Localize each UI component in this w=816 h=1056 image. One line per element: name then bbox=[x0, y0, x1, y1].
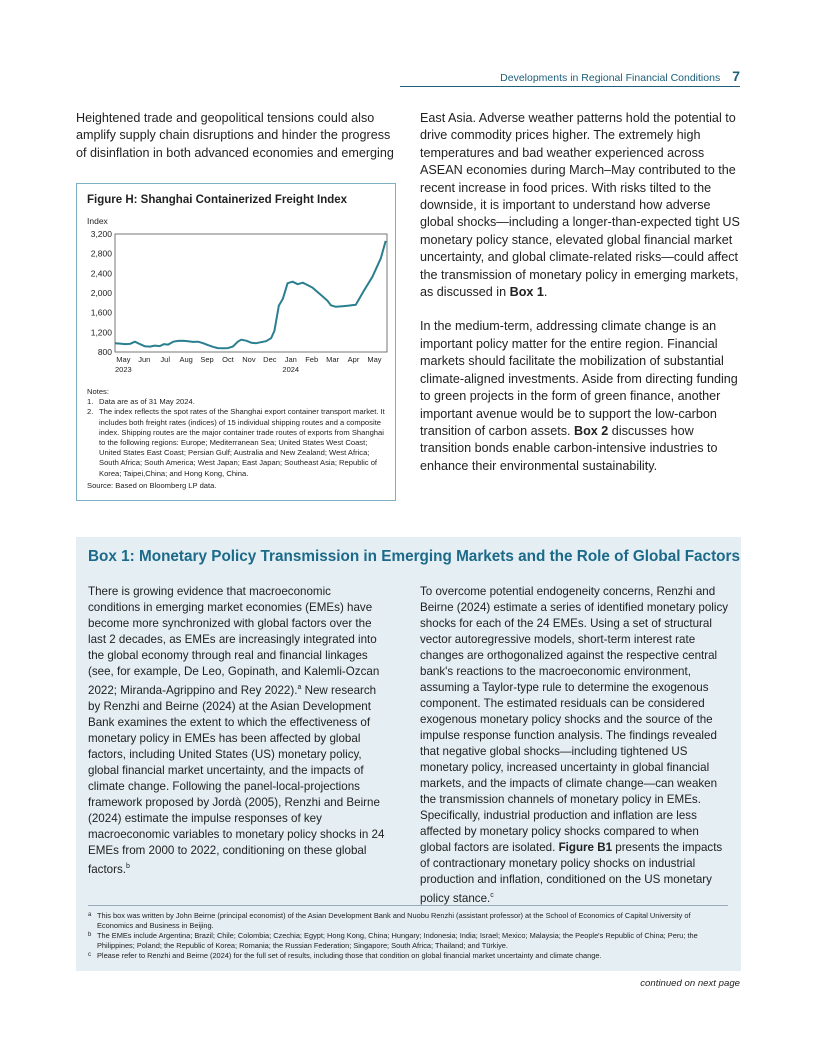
x-tick-label: Mar bbox=[326, 355, 340, 364]
box-1-link[interactable]: Box 1 bbox=[509, 285, 544, 300]
footnote bbox=[88, 951, 728, 961]
figure-source: Source: Based on Bloomberg LP data. bbox=[87, 480, 217, 490]
y-tick-label: 2,000 bbox=[90, 288, 112, 298]
figure-title: Figure H: Shanghai Containerized Freight Index bbox=[87, 194, 348, 206]
text: East Asia. Adverse weather patterns hold the potential to drive commodity prices higher. The extremely high temperatures and bad weather experienced across ASEAN economies during March–May contributed to the recent increase in food prices. With risks tilted to the downside, it is important to understand how adverse global shocks—including a longer-than-expected tight US monetary policy stance, elevated global financial market uncertainty, and global climate-related risks—could affect the transmission of monetary policy in emerging markets, as discussed in bbox=[420, 111, 740, 300]
footnote-ref[interactable]: a bbox=[297, 684, 302, 691]
x-tick-label: Oct bbox=[222, 355, 234, 364]
footnote-text: This box was written by John Beirne (principal economist) of the Asian Development Bank and Nuobu Renzhi (assistant professor) at the School of Economics of Capital University of Economics and Business in Beijing. bbox=[97, 911, 691, 930]
footnote-ref[interactable]: c bbox=[490, 892, 494, 899]
footnote bbox=[88, 931, 728, 950]
header-rule bbox=[400, 86, 740, 87]
paragraph bbox=[420, 318, 742, 475]
figure-notes bbox=[87, 387, 389, 491]
note-number: 2. bbox=[87, 407, 94, 417]
note bbox=[87, 397, 389, 407]
box-2-link[interactable]: Box 2 bbox=[574, 423, 609, 438]
text: presents the impacts of contractionary monetary policy shocks on industrial production and inflation, conditioned on the US monetary policy stance. bbox=[420, 841, 723, 905]
note-text: The index reflects the spot rates of the Shanghai export container transport market. It includes both freight rates (indices) of 15 individual shipping routes and a composite index. Shipping routes are the major container trade routes of exports from Shanghai to the following regions: Europe; Mediterranean Sea; United States West Coast; United States East Coast; Persian Gulf; Australia and New Zealand; West Africa; South Africa; South America; West Japan; East Japan; Southeast Asia; Republic of Korea; Taipei,China; and Hong Kong, China. bbox=[99, 407, 385, 478]
x-tick-label: Jan bbox=[284, 355, 297, 364]
text: In the medium-term, addressing climate change is an important policy matter for the entire region. Financial markets should facilitate the mobilization of substantial climate-aligned investments. Aside from directing funding to green projects in the form of green finance, another important avenue would be to support the low-carbon transition of carbon assets. bbox=[420, 319, 738, 438]
freight-index-chart bbox=[77, 184, 397, 384]
x-tick-year: 2024 bbox=[282, 365, 300, 374]
x-tick-label: Sep bbox=[200, 355, 214, 364]
y-tick-label: 800 bbox=[97, 347, 112, 357]
text: discusses how transition bonds enable carbon-intensive industries to enhance their environmental sustainability. bbox=[420, 423, 718, 473]
footnote-mark: a bbox=[88, 912, 92, 918]
x-tick-label: Apr bbox=[347, 355, 360, 364]
footnote-mark: c bbox=[88, 952, 91, 959]
note-number: 1. bbox=[87, 397, 94, 407]
continued-note: continued on next page bbox=[640, 978, 740, 989]
y-tick-label: 2,400 bbox=[90, 268, 112, 279]
note-text: Data are as of 31 May 2024. bbox=[99, 397, 195, 407]
box-left-column bbox=[88, 584, 386, 878]
footnote-text: Please refer to Renzhi and Beirne (2024) for the full set of results, including those that condition on global financial market uncertainty and climate change. bbox=[97, 951, 602, 961]
series-line bbox=[115, 241, 386, 348]
notes-label: Notes: bbox=[87, 387, 109, 396]
note bbox=[87, 407, 389, 478]
box-1 bbox=[76, 537, 741, 971]
text: There is growing evidence that macroeconomic conditions in emerging market economies (EMEs) have become more synchronized with global factors over the last 2 decades, as EMEs are increasingly integrated into the global economy through real and financial linkages (see, for example, De Leo, Gopinath, and Kalemli-Ozcan 2022; Miranda-Agrippino and Rey 2022). bbox=[88, 585, 380, 697]
x-tick-year: 2023 bbox=[115, 365, 132, 374]
page-number: 7 bbox=[732, 68, 740, 84]
footnote-mark: b bbox=[88, 932, 92, 939]
x-tick-label: Aug bbox=[179, 355, 193, 364]
right-column bbox=[420, 110, 742, 475]
running-header bbox=[420, 68, 740, 84]
figure-b1-link[interactable]: Figure B1 bbox=[558, 841, 613, 854]
text: New research by Renzhi and Beirne (2024) at the Asian Development Bank examines the extent to which the effectiveness of monetary policy in EMEs has been affected by global factors, including United States (US) monetary policy, global financial market uncertainty, and the impacts of climate change. Following the panel-local-projections framework proposed by Jordà (2005), Renzhi and Beirne (2024) estimate the impulse responses of key macroeconomic variables to monetary policy shocks in 24 EMEs from 2000 to 2022, conditioning on these global factors. bbox=[88, 683, 385, 876]
box-right-column bbox=[420, 584, 730, 907]
header-title: Developments in Regional Financial Conditions bbox=[500, 72, 721, 84]
x-tick-label: Jun bbox=[138, 355, 151, 364]
y-tick-label: 2,800 bbox=[90, 248, 112, 259]
text: . bbox=[543, 285, 548, 300]
y-axis-label: Index bbox=[87, 216, 108, 226]
footnote-ref[interactable]: b bbox=[126, 862, 130, 870]
x-tick-label: Dec bbox=[263, 355, 277, 364]
y-tick-label: 1,200 bbox=[90, 327, 112, 338]
text: To overcome potential endogeneity concerns, Renzhi and Beirne (2024) estimate a series of identified monetary policy shocks for each of the 24 EMEs. Using a set of structural vector autoregressive models, short-term interest rate changes are orthogonalized against the respective central bank's reactions to the macroeconomic environment, assuming a Taylor-type rule to determine the exogenous component. The estimated residuals can be considered exogenous monetary policy shocks and the source of the impulse response function analysis. The findings revealed that negative global shocks—including tightened US monetary policy, increased uncertainty in global financial markets, and the impacts of climate change—can weaken the transmission channels of monetary policy in EMEs. Specifically, industrial production and inflation are less affected by monetary policy shocks compared to when global factors are isolated. bbox=[420, 585, 729, 854]
box-title: Box 1: Monetary Policy Transmission in Emerging Markets and the Role of Global Factors bbox=[88, 548, 740, 565]
x-tick-label: Nov bbox=[242, 355, 256, 364]
footnote-text: The EMEs include Argentina; Brazil; Chile; Colombia; Czechia; Egypt; Hong Kong, China; Hungary; Indonesia; India; Israel; Mexico; Malaysia; the People's Republic of China; Peru; the Philippines; Poland; the Republic of Korea; Romania; the Russian Federation; Singapore; South Africa; Thailand; and Türkiye. bbox=[97, 931, 698, 950]
y-tick-label: 1,600 bbox=[90, 307, 112, 318]
x-tick-label: Feb bbox=[305, 355, 319, 364]
left-column-text: Heightened trade and geopolitical tensions could also amplify supply chain disruptions and hinder the progress of disinflation in both advanced economies and emerging bbox=[76, 111, 394, 160]
x-tick-label: May bbox=[367, 355, 382, 364]
footnotes bbox=[88, 911, 728, 962]
y-tick-label: 3,200 bbox=[90, 229, 112, 239]
footnote bbox=[88, 911, 728, 930]
x-tick-label: May bbox=[116, 355, 131, 364]
x-tick-label: Jul bbox=[160, 355, 171, 364]
figure-h bbox=[76, 183, 396, 501]
paragraph bbox=[420, 110, 742, 301]
footnote-rule bbox=[88, 905, 728, 906]
plot-frame bbox=[115, 234, 387, 352]
